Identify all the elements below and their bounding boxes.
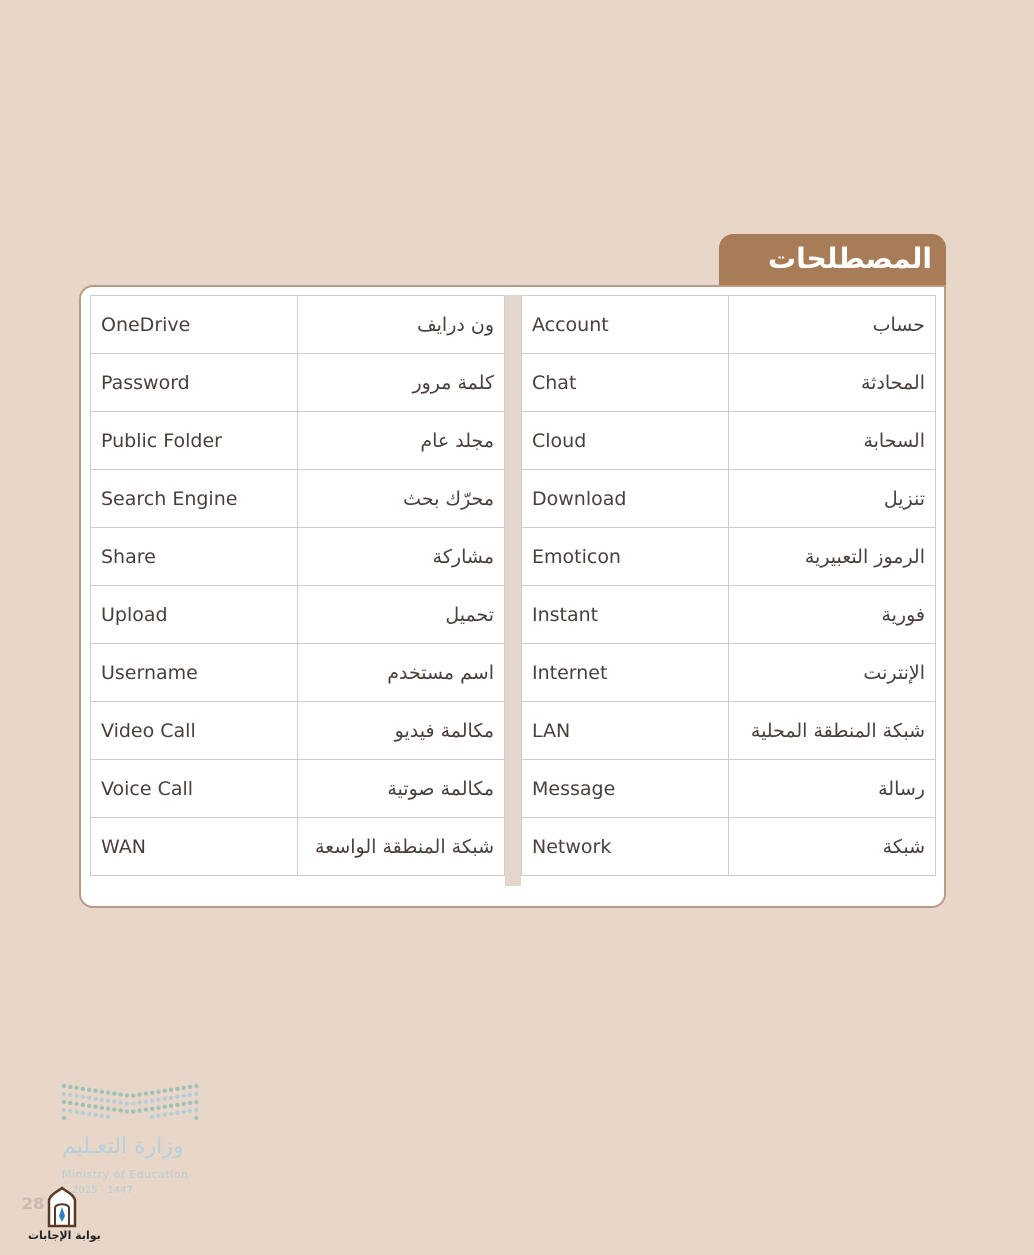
- term-english: OneDrive: [91, 296, 298, 354]
- term-arabic: ون درايف: [297, 296, 504, 354]
- term-english: Cloud: [522, 412, 729, 470]
- logo-dot: [62, 1116, 66, 1120]
- table-row: [522, 818, 936, 876]
- logo-dot: [68, 1101, 72, 1105]
- logo-dot: [100, 1106, 104, 1110]
- term-english: LAN: [522, 702, 729, 760]
- logo-dot: [119, 1108, 123, 1112]
- logo-dot: [163, 1113, 167, 1117]
- term-english: Voice Call: [91, 760, 298, 818]
- table-row: [522, 296, 936, 354]
- logo-dot: [62, 1100, 66, 1104]
- logo-dot: [182, 1110, 186, 1114]
- table-row: [522, 760, 936, 818]
- table-row: [522, 528, 936, 586]
- term-english: Video Call: [91, 702, 298, 760]
- logo-dot: [74, 1110, 78, 1114]
- logo-dot: [144, 1107, 148, 1111]
- table-row: [91, 644, 505, 702]
- logo-dot: [182, 1102, 186, 1106]
- term-english: Instant: [522, 586, 729, 644]
- logo-dot: [100, 1114, 104, 1118]
- logo-dot: [106, 1114, 110, 1118]
- logo-dot: [131, 1093, 135, 1097]
- logo-dot: [81, 1087, 85, 1091]
- logo-dot: [175, 1095, 179, 1099]
- term-english: Search Engine: [91, 470, 298, 528]
- term-english: WAN: [91, 818, 298, 876]
- logo-dot: [125, 1109, 129, 1113]
- logo-dot: [163, 1097, 167, 1101]
- table-row: [91, 528, 505, 586]
- logo-dot: [169, 1112, 173, 1116]
- ministry-year: 2025 - 1447: [72, 1185, 133, 1196]
- table-row: [91, 818, 505, 876]
- column-divider: [505, 295, 521, 886]
- logo-dot: [175, 1111, 179, 1115]
- ministry-name-english: Ministry of Education: [62, 1168, 189, 1181]
- logo-dot: [93, 1105, 97, 1109]
- table-row: [91, 586, 505, 644]
- logo-dot: [188, 1093, 192, 1097]
- logo-dot: [93, 1089, 97, 1093]
- table-row: [522, 586, 936, 644]
- term-arabic: المحادثة: [728, 354, 935, 412]
- logo-dot: [169, 1088, 173, 1092]
- table-row: [91, 354, 505, 412]
- logo-dot: [163, 1105, 167, 1109]
- logo-dot: [188, 1109, 192, 1113]
- logo-dot: [175, 1103, 179, 1107]
- logo-dot: [68, 1085, 72, 1089]
- table-row: [91, 296, 505, 354]
- logo-dot: [74, 1102, 78, 1106]
- section-title-tab: [719, 234, 946, 286]
- logo-dot: [74, 1086, 78, 1090]
- term-english: Upload: [91, 586, 298, 644]
- logo-dot: [175, 1087, 179, 1091]
- logo-dot: [125, 1093, 129, 1097]
- logo-dot: [93, 1113, 97, 1117]
- logo-dot: [87, 1096, 91, 1100]
- logo-dot: [144, 1091, 148, 1095]
- logo-dot: [194, 1116, 198, 1120]
- term-arabic: شبكة: [728, 818, 935, 876]
- logo-dot: [112, 1107, 116, 1111]
- logo-dot: [188, 1085, 192, 1089]
- portal-label: بوابة الإجابات: [28, 1229, 101, 1242]
- logo-dot: [137, 1108, 141, 1112]
- term-english: Chat: [522, 354, 729, 412]
- term-english: Internet: [522, 644, 729, 702]
- table-row: [522, 412, 936, 470]
- logo-dot: [188, 1101, 192, 1105]
- term-english: Password: [91, 354, 298, 412]
- logo-dot: [137, 1100, 141, 1104]
- term-english: Account: [522, 296, 729, 354]
- term-arabic: السحابة: [728, 412, 935, 470]
- table-row: [522, 354, 936, 412]
- logo-dot: [93, 1097, 97, 1101]
- logo-dot: [194, 1108, 198, 1112]
- term-arabic: الإنترنت: [728, 644, 935, 702]
- logo-dot: [131, 1109, 135, 1113]
- logo-dot: [156, 1106, 160, 1110]
- logo-dot: [100, 1090, 104, 1094]
- glossary-table-left: [90, 295, 505, 876]
- term-arabic: كلمة مرور: [297, 354, 504, 412]
- term-arabic: حساب: [728, 296, 935, 354]
- term-english: Message: [522, 760, 729, 818]
- ministry-logo-dots: [58, 1078, 203, 1138]
- logo-dot: [150, 1114, 154, 1118]
- table-row: [91, 412, 505, 470]
- logo-dot: [131, 1101, 135, 1105]
- logo-dot: [119, 1092, 123, 1096]
- logo-dot: [87, 1112, 91, 1116]
- section-title: المصطلحات: [767, 242, 932, 275]
- logo-dot: [106, 1090, 110, 1094]
- term-arabic: فورية: [728, 586, 935, 644]
- table-row: [522, 702, 936, 760]
- logo-dot: [182, 1094, 186, 1098]
- logo-dot: [68, 1109, 72, 1113]
- logo-dot: [81, 1103, 85, 1107]
- table-row: [522, 470, 936, 528]
- term-arabic: رسالة: [728, 760, 935, 818]
- logo-dot: [182, 1086, 186, 1090]
- term-arabic: مكالمة فيديو: [297, 702, 504, 760]
- logo-dot: [112, 1091, 116, 1095]
- logo-dot: [119, 1100, 123, 1104]
- term-arabic: مجلد عام: [297, 412, 504, 470]
- logo-dot: [106, 1106, 110, 1110]
- logo-dot: [144, 1099, 148, 1103]
- term-english: Share: [91, 528, 298, 586]
- logo-dot: [100, 1098, 104, 1102]
- portal-lantern-icon: [43, 1186, 81, 1228]
- logo-dot: [163, 1089, 167, 1093]
- logo-dot: [156, 1090, 160, 1094]
- term-english: Public Folder: [91, 412, 298, 470]
- table-row: [91, 470, 505, 528]
- term-arabic: محرّك بحث: [297, 470, 504, 528]
- logo-dot: [169, 1104, 173, 1108]
- term-arabic: تنزيل: [728, 470, 935, 528]
- table-row: [91, 760, 505, 818]
- logo-dot: [62, 1084, 66, 1088]
- logo-dot: [194, 1092, 198, 1096]
- logo-dot: [150, 1098, 154, 1102]
- term-arabic: اسم مستخدم: [297, 644, 504, 702]
- logo-dot: [87, 1104, 91, 1108]
- logo-dot: [150, 1090, 154, 1094]
- logo-dot: [81, 1111, 85, 1115]
- term-english: Emoticon: [522, 528, 729, 586]
- logo-dot: [150, 1106, 154, 1110]
- logo-dot: [156, 1114, 160, 1118]
- table-row: [522, 644, 936, 702]
- term-english: Download: [522, 470, 729, 528]
- logo-dot: [87, 1088, 91, 1092]
- logo-dot: [194, 1100, 198, 1104]
- term-arabic: شبكة المنطقة المحلية: [728, 702, 935, 760]
- page-number: 28: [22, 1194, 45, 1213]
- logo-dot: [81, 1095, 85, 1099]
- term-arabic: تحميل: [297, 586, 504, 644]
- term-arabic: مشاركة: [297, 528, 504, 586]
- term-arabic: شبكة المنطقة الواسعة: [297, 818, 504, 876]
- logo-dot: [112, 1099, 116, 1103]
- logo-dot: [74, 1094, 78, 1098]
- logo-dot: [106, 1098, 110, 1102]
- term-english: Username: [91, 644, 298, 702]
- logo-dot: [137, 1092, 141, 1096]
- term-english: Network: [522, 818, 729, 876]
- term-arabic: الرموز التعبيرية: [728, 528, 935, 586]
- ministry-name-arabic: وزارة التعـليم: [62, 1134, 184, 1159]
- table-row: [91, 702, 505, 760]
- logo-dot: [194, 1084, 198, 1088]
- logo-dot: [62, 1108, 66, 1112]
- term-arabic: مكالمة صوتية: [297, 760, 504, 818]
- logo-dot: [169, 1096, 173, 1100]
- logo-dot: [156, 1098, 160, 1102]
- logo-dot: [68, 1093, 72, 1097]
- glossary-table-right: [521, 295, 936, 876]
- logo-dot: [62, 1092, 66, 1096]
- logo-dot: [125, 1101, 129, 1105]
